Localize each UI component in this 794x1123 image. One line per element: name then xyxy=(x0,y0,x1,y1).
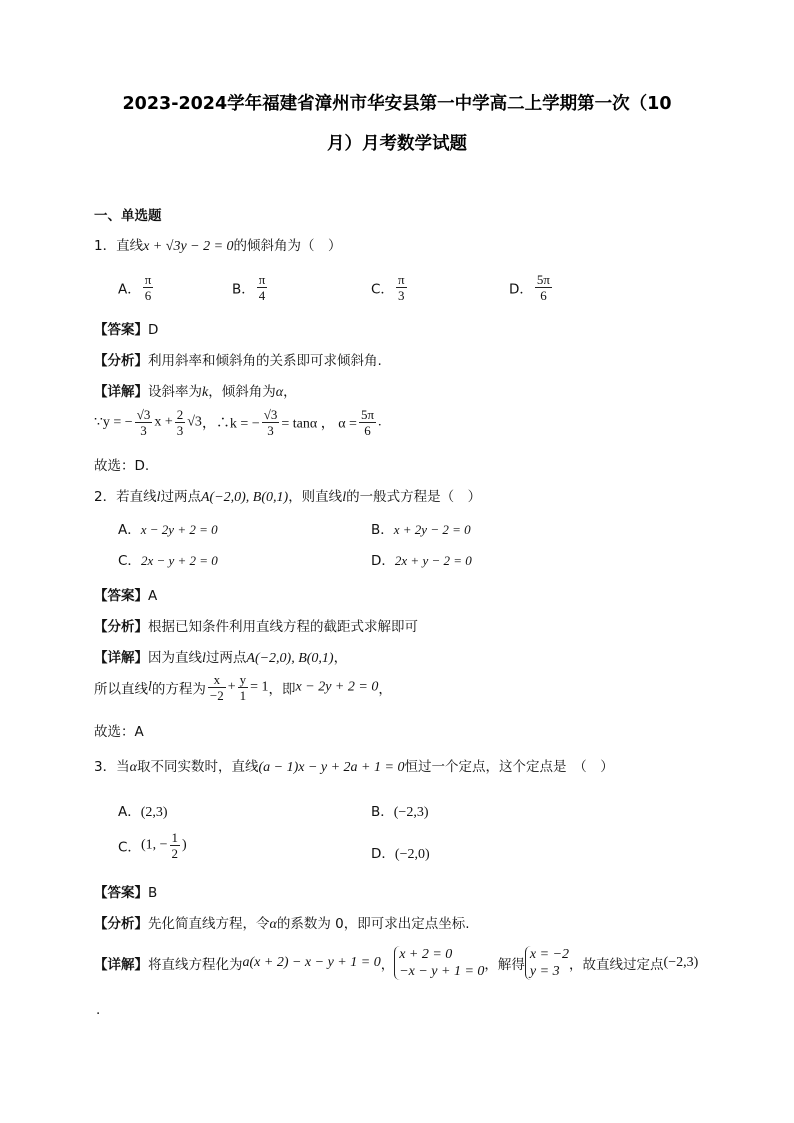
detail-text: ，即 xyxy=(268,681,296,698)
system-row: y = 3 xyxy=(529,964,560,979)
q2-option-c xyxy=(118,549,218,569)
option-letter: D． xyxy=(371,846,395,862)
fraction-numerator: 1 xyxy=(171,830,178,845)
q1-option-c xyxy=(371,272,409,303)
question-number: 2． xyxy=(94,489,117,505)
math-text: + xyxy=(227,679,236,695)
q2-var-l: l xyxy=(342,490,347,505)
option-letter: A． xyxy=(118,804,141,820)
equation-system xyxy=(394,946,484,980)
question-1-stem xyxy=(94,234,342,255)
fraction-numerator: π xyxy=(144,272,152,287)
q2-var-l: l xyxy=(156,490,161,505)
option-letter: C． xyxy=(118,553,141,569)
question-2-stem xyxy=(94,485,481,506)
detail-text: 因为直线 xyxy=(148,650,202,666)
option-letter: A． xyxy=(118,281,141,298)
math-text: √3 xyxy=(187,414,202,430)
option-letter: D． xyxy=(371,553,395,569)
option-text: (2,3) xyxy=(140,805,168,820)
q2-option-b xyxy=(371,518,471,538)
answer-value: B xyxy=(148,885,158,901)
analysis-text: 利用斜率和倾斜角的关系即可求倾斜角. xyxy=(148,353,382,369)
option-text: ) xyxy=(182,837,187,853)
fraction-numerator: x xyxy=(208,672,226,688)
q2-points: A(−2,0), B(0,1) xyxy=(246,651,334,666)
q2-text: 若直线 xyxy=(116,489,157,505)
detail-text: ，倾斜角为 xyxy=(208,384,276,400)
detail-label: 【详解】 xyxy=(94,957,148,973)
q2-option-d xyxy=(371,549,472,569)
question-number: 3． xyxy=(94,759,117,775)
q2-analysis xyxy=(94,615,418,635)
math-text: a(x + 2) − x − y + 1 = 0 xyxy=(242,955,381,970)
option-text: 2x + y − 2 = 0 xyxy=(394,553,472,568)
math-text: ，∴k = − xyxy=(201,416,260,432)
detail-text: ，解得 xyxy=(484,957,525,973)
detail-text: ，故直线过定点 xyxy=(569,957,664,973)
q3-text: 恒过一个定点，这个定点是 （ ） xyxy=(404,759,614,775)
option-letter: B． xyxy=(371,522,394,538)
option-text: 2x − y + 2 = 0 xyxy=(140,553,218,568)
choose-value: A xyxy=(134,724,144,740)
fraction-denominator: 4 xyxy=(258,288,266,303)
q3-option-b xyxy=(371,800,429,821)
q3-equation: (a − 1)x − y + 2a + 1 = 0 xyxy=(258,760,405,775)
analysis-text: 先化简直线方程，令 xyxy=(148,916,270,932)
q1-answer xyxy=(94,318,158,338)
answer-value: A xyxy=(148,588,158,604)
fraction-numerator: π xyxy=(397,272,405,287)
option-text: (1, − xyxy=(140,837,168,853)
fraction-denominator: 1 xyxy=(239,688,247,703)
system-row: x + 2 = 0 xyxy=(399,947,453,962)
detail-text: 将直线方程化为 xyxy=(148,957,243,973)
fraction-denominator: 3 xyxy=(267,423,274,438)
question-3-stem xyxy=(94,755,614,776)
fraction-numerator: √3 xyxy=(136,407,151,422)
q2-choose xyxy=(94,720,144,740)
detail-var-alpha: α xyxy=(275,385,284,400)
question-number: 1． xyxy=(94,238,117,254)
system-row: x = −2 xyxy=(529,947,570,962)
answer-value: D xyxy=(148,322,159,338)
analysis-label: 【分析】 xyxy=(94,916,148,932)
q1-option-d xyxy=(509,272,554,303)
choose-label: 故选： xyxy=(94,724,135,740)
fraction-numerator: √3 xyxy=(263,407,278,422)
math-text: x + xyxy=(154,414,173,430)
q1-detail xyxy=(94,380,297,401)
analysis-label: 【分析】 xyxy=(94,353,148,369)
detail-text: ， xyxy=(378,681,392,698)
detail-text: ， xyxy=(283,384,297,400)
answer-label: 【答案】 xyxy=(94,322,148,338)
fraction-numerator: 5π xyxy=(536,272,550,287)
choose-value: D. xyxy=(134,458,150,474)
fraction-numerator: π xyxy=(258,272,266,287)
option-letter: A． xyxy=(118,522,141,538)
q3-text: 取不同实数时，直线 xyxy=(136,759,259,775)
q3-option-c xyxy=(118,830,187,861)
choose-label: 故选： xyxy=(94,458,135,474)
answer-label: 【答案】 xyxy=(94,588,148,604)
q3-option-a xyxy=(118,800,168,821)
q3-var-a: α xyxy=(269,917,277,932)
detail-text: 过两点 xyxy=(205,650,247,666)
option-letter: C． xyxy=(371,281,394,298)
detail-label: 【详解】 xyxy=(94,384,148,400)
option-letter: B． xyxy=(371,804,394,820)
q3-analysis xyxy=(94,912,470,933)
solution-system xyxy=(525,946,569,980)
q3-answer xyxy=(94,881,157,901)
math-text: ∵y = − xyxy=(94,415,133,430)
q1-option-a xyxy=(118,272,155,303)
detail-label: 【详解】 xyxy=(94,650,148,666)
q2-detail xyxy=(94,646,347,667)
q2-solution-line xyxy=(94,672,392,703)
math-text: . xyxy=(378,414,382,430)
option-text: (−2,0) xyxy=(394,847,430,862)
math-text: x − 2y + 2 = 0 xyxy=(295,679,379,695)
fraction-numerator: 2 xyxy=(176,407,184,422)
option-text: x − 2y + 2 = 0 xyxy=(140,522,218,537)
fraction-denominator: 6 xyxy=(364,423,371,438)
q3-var-a: α xyxy=(129,760,137,775)
fraction-denominator: 6 xyxy=(540,288,547,303)
fraction-denominator: 6 xyxy=(144,288,152,303)
q2-text: 过两点 xyxy=(160,489,201,505)
fraction-numerator: 5π xyxy=(360,407,375,422)
fraction-denominator: 3 xyxy=(140,423,147,438)
fraction-denominator: −2 xyxy=(209,688,224,703)
fraction-denominator: 3 xyxy=(176,423,184,438)
q2-points: A(−2,0), B(0,1) xyxy=(200,490,289,505)
q1-analysis xyxy=(94,349,382,369)
detail-text: 所以直线 xyxy=(94,681,148,698)
q3-option-d xyxy=(371,842,430,863)
section-heading: 一、单选题 xyxy=(94,208,162,224)
q1-choose xyxy=(94,454,149,474)
fixed-point: (−2,3) xyxy=(663,955,699,970)
option-letter: C． xyxy=(118,839,141,856)
analysis-text: 的系数为 0，即可求出定点坐标. xyxy=(276,916,470,932)
q1-option-b xyxy=(232,272,269,303)
detail-text: ， xyxy=(333,650,348,666)
system-row: −x − y + 1 = 0 xyxy=(399,964,485,979)
option-text: x + 2y − 2 = 0 xyxy=(393,522,471,537)
q2-option-a xyxy=(118,518,218,538)
detail-var-k: k xyxy=(202,385,209,400)
document-title-line1: 2023-2024学年福建省漳州市华安县第一中学高二上学期第一次（10 xyxy=(122,94,672,114)
q2-var-l: l xyxy=(202,651,206,666)
fraction-numerator: y xyxy=(239,672,247,687)
q1-text-pre: 直线 xyxy=(116,238,144,254)
fraction-denominator: 3 xyxy=(397,288,405,303)
q1-text-post: 的倾斜角为（ ） xyxy=(233,238,342,254)
q3-end-period: . xyxy=(96,1002,101,1018)
analysis-text: 根据已知条件利用直线方程的截距式求解即可 xyxy=(148,619,418,635)
q3-detail xyxy=(94,946,698,980)
q1-solution-line xyxy=(94,407,382,438)
q2-text: 的一般式方程是（ ） xyxy=(346,489,482,505)
option-text: (−2,3) xyxy=(393,805,429,820)
q2-answer xyxy=(94,584,157,604)
math-text: = 1 xyxy=(250,679,269,695)
detail-text: 设斜率为 xyxy=(148,384,202,400)
answer-label: 【答案】 xyxy=(94,885,148,901)
q1-equation: x + √3y − 2 = 0 xyxy=(143,239,234,254)
detail-text: ， xyxy=(380,957,395,973)
q3-text: 当 xyxy=(116,759,130,775)
q2-var-l: l xyxy=(148,679,152,695)
q2-text: ，则直线 xyxy=(288,489,343,505)
detail-text: 的方程为 xyxy=(151,681,206,698)
document-title-line2: 月）月考数学试题 xyxy=(327,134,467,154)
option-letter: D． xyxy=(509,281,533,298)
math-text: = tanα ， α = xyxy=(281,416,357,432)
analysis-label: 【分析】 xyxy=(94,619,148,635)
option-letter: B． xyxy=(232,281,255,298)
fraction-denominator: 2 xyxy=(171,846,178,861)
